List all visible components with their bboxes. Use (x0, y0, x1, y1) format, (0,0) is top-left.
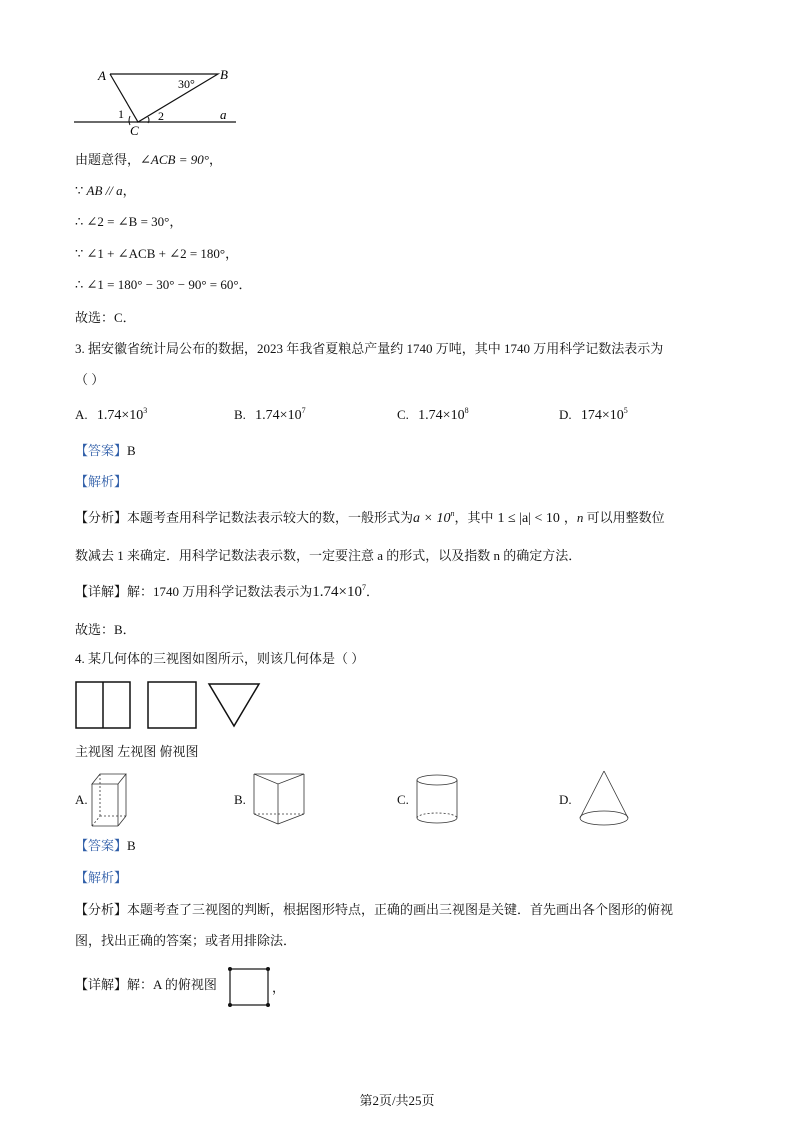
because-symbol: ∵ (75, 183, 84, 198)
option-value: 1.74×10 (255, 408, 302, 423)
q3-fenxi-line1 (75, 510, 665, 527)
q3-stem: 3. 据安徽省统计局公布的数据，2023 年我省夏粮总产量约 1740 万吨，其中 1740 万用科学记数法表示为 (75, 341, 664, 356)
q4-option-c-label[interactable]: C. (397, 792, 409, 807)
option-value: 174×10 (580, 408, 624, 423)
answer-tag: 【答案】 (75, 838, 128, 853)
q4-xiangjie (75, 977, 217, 993)
sol2-line1 (75, 152, 222, 168)
math: AB // a (86, 183, 123, 198)
therefore-symbol: ∴ (75, 214, 84, 229)
q3-xiangjie (75, 584, 379, 600)
text: 可以用整数位 (583, 510, 665, 525)
text: ． (238, 277, 252, 292)
math: 1 ≤ |a| < 10 (497, 511, 560, 526)
section-tag: 【分析】 (75, 510, 128, 525)
triangular-prism-icon (250, 770, 308, 828)
text: 解：A 的俯视图 (127, 977, 217, 992)
q4-fenxi-line1 (75, 902, 673, 918)
section-tag: 【分析】 (75, 902, 128, 917)
top-view-square-figure (226, 965, 272, 1009)
q4-option-a-label[interactable]: A. (75, 792, 88, 807)
math: ∠1 + ∠ACB + ∠2 = 180° (86, 246, 226, 261)
option-label: B. (234, 407, 246, 422)
q3-choose: 故选：B． (75, 622, 136, 637)
angle-30-label: 30° (178, 77, 195, 91)
answer-tag: 【答案】 (75, 443, 128, 458)
q3-fenxi-line2: 数减去 1 来确定．用科学记数法表示数，一定要注意 a 的形式，以及指数 n 的确定方法． (75, 548, 582, 563)
line-a-label: a (220, 107, 227, 122)
text: ， (563, 510, 577, 525)
text: ． (366, 584, 380, 599)
exponent: 7 (362, 583, 366, 592)
sol2-line3 (75, 214, 182, 230)
q3-option-b[interactable] (234, 407, 306, 424)
text: 由题意得， (75, 152, 141, 167)
option-label: C. (397, 407, 409, 422)
q3-option-c[interactable] (397, 407, 469, 424)
option-label: A. (75, 407, 88, 422)
option-value: 1.74×10 (96, 408, 144, 423)
side-view-shape (148, 682, 196, 728)
q4-view-labels: 主视图 左视图 俯视图 (75, 744, 199, 759)
cylinder-icon (414, 772, 460, 826)
exponent: 3 (143, 406, 148, 415)
q3-jiexi-heading: 【解析】 (75, 474, 128, 489)
sol2-line5 (75, 277, 252, 293)
q4-option-b-label[interactable]: B. (234, 792, 246, 807)
section-tag: 【详解】 (75, 977, 128, 992)
q4-option-d-label[interactable]: D. (559, 792, 572, 807)
exponent: 5 (623, 406, 628, 415)
three-views-figure (74, 680, 264, 732)
section-tag: 【详解】 (75, 584, 128, 599)
text: 本题考查了三视图的判断，根据图形特点，正确的画出三视图是关键．首先画出各个图形的俯视 (127, 902, 674, 917)
math: ∠ACB = 90° (140, 152, 209, 167)
exponent: 8 (464, 406, 469, 415)
q3-option-a[interactable] (75, 407, 147, 424)
therefore-symbol: ∴ (75, 277, 84, 292)
q4-stem: 4. 某几何体的三视图如图所示，则该几何体是（ ） (75, 651, 365, 666)
math: ∠1 = 180° − 30° − 90° = 60° (86, 277, 239, 292)
triangle-figure (70, 64, 240, 136)
q3-answer (75, 443, 136, 459)
angle-1-label: 1 (118, 107, 124, 121)
q3-paren: （ ） (75, 372, 105, 387)
option-label: D. (559, 407, 572, 422)
label-C: C (130, 123, 139, 136)
sol2-answer: 故选：C． (75, 310, 136, 325)
sol2-line4 (75, 246, 238, 262)
text: 本题考查用科学记数法表示较大的数，一般形式为 (127, 510, 414, 525)
text: ， (169, 214, 183, 229)
label-B: B (220, 67, 228, 82)
math: a × 10 (413, 511, 451, 526)
math: n (576, 510, 584, 525)
exponent: 7 (301, 406, 306, 415)
q3-option-d[interactable] (559, 407, 628, 424)
text: ， (122, 183, 136, 198)
text: ，其中 (454, 510, 494, 525)
option-value: 1.74×10 (418, 408, 465, 423)
label-A: A (98, 68, 106, 83)
q4-jiexi-heading: 【解析】 (75, 870, 128, 885)
answer-value: B (127, 443, 136, 458)
text: ， (225, 246, 239, 261)
text: 解：1740 万用科学记数法表示为 (127, 584, 313, 599)
cone-icon (576, 768, 632, 830)
math: 1.74×10 (312, 584, 362, 600)
because-symbol: ∵ (75, 246, 84, 261)
exponent: n (450, 509, 455, 518)
angle-2-label: 2 (158, 109, 164, 123)
page-number: 第2页/共25页 (359, 1093, 435, 1108)
q4-answer (75, 838, 136, 854)
answer-value: B (127, 838, 136, 853)
q4-fenxi-line2: 图，找出正确的答案；或者用排除法． (75, 933, 297, 948)
math: ∠2 = ∠B = 30° (86, 214, 170, 229)
text: ， (208, 152, 222, 167)
cuboid-icon (88, 770, 130, 828)
top-view-shape (209, 684, 259, 726)
sol2-line2 (75, 183, 136, 199)
q4-xiangjie-end: ， (272, 980, 286, 995)
